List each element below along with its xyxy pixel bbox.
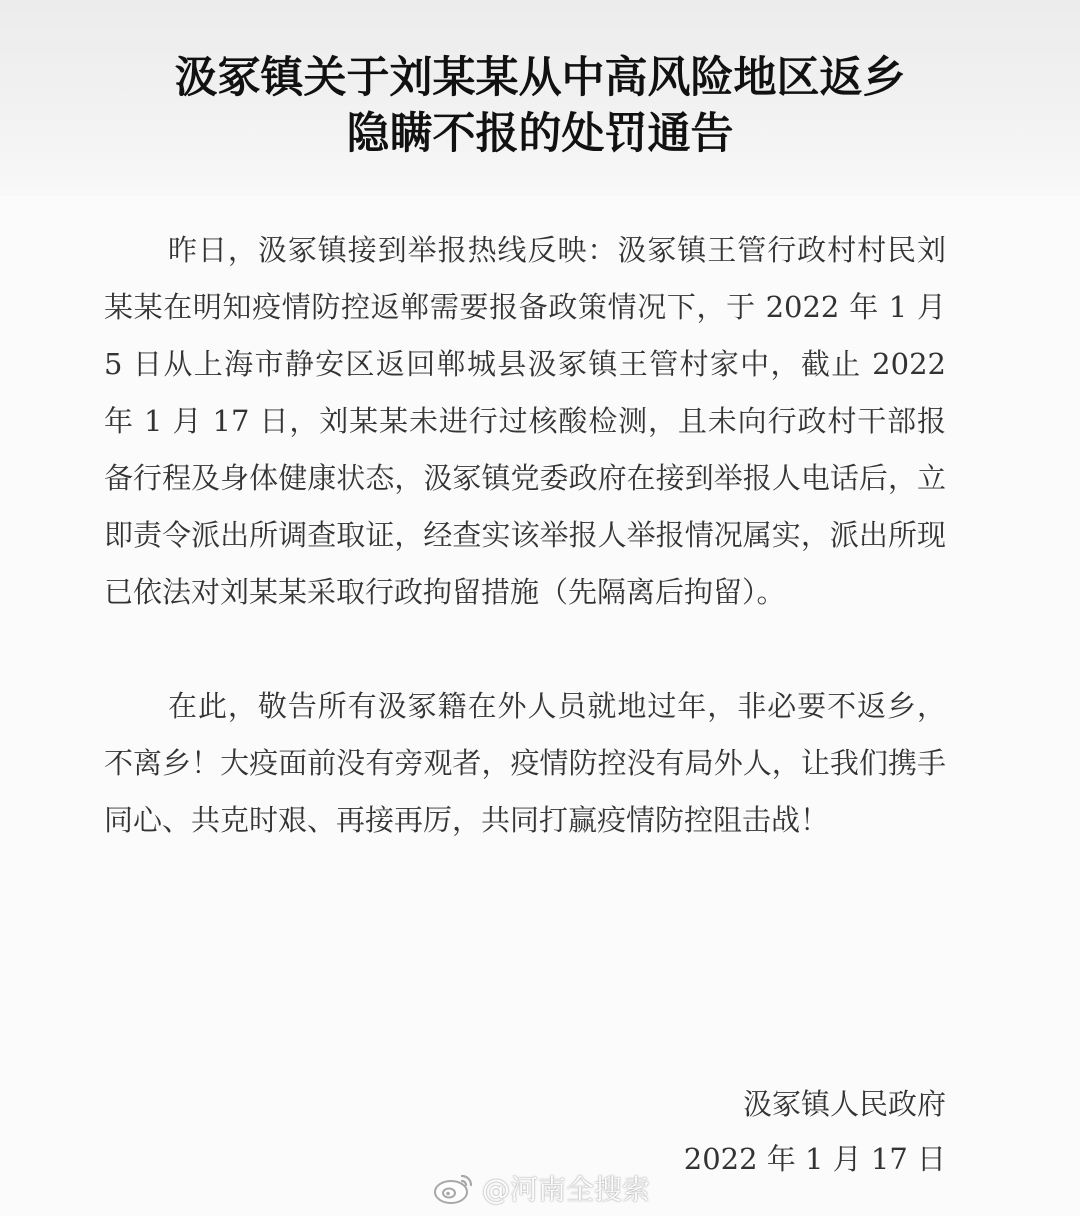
notice-title-line-1: 汲冢镇关于刘某某从中高风险地区返乡 xyxy=(174,53,906,103)
notice-title-line-2: 隐瞒不报的处罚通告 xyxy=(346,109,734,159)
watermark-text: @河南全搜索 xyxy=(482,1173,651,1206)
notice-paragraph-1: 昨日，汲冢镇接到举报热线反映：汲冢镇王管行政村村民刘某某在明知疫情防控返郸需要报备政策情况下，于 2022 年 1 月 5 日从上海市静安区返回郸城县汲冢镇王管村家中，截止 2022 年 1 月 17 日，刘某某未进行过核酸检测，且未向行政村干部报备行程及身体健康状态，汲冢镇党委政府在接到举报人电话后，立即责令派出所调查取证，经查实该举报人举报情况属实，派出所现已依法对刘某某采取行政拘留措施（先隔离后拘留）。 xyxy=(104,233,946,609)
watermark xyxy=(432,1168,650,1208)
signature-date: 2022 年 1 月 17 日 xyxy=(683,1142,946,1176)
signature-organization: 汲冢镇人民政府 xyxy=(742,1087,946,1121)
weibo-icon xyxy=(432,1171,476,1205)
notice-paragraph-2: 在此，敬告所有汲冢籍在外人员就地过年，非必要不返乡，不离乡！大疫面前没有旁观者，疫情防控没有局外人，让我们携手同心、共克时艰、再接再厉，共同打赢疫情防控阻击战！ xyxy=(104,689,946,837)
